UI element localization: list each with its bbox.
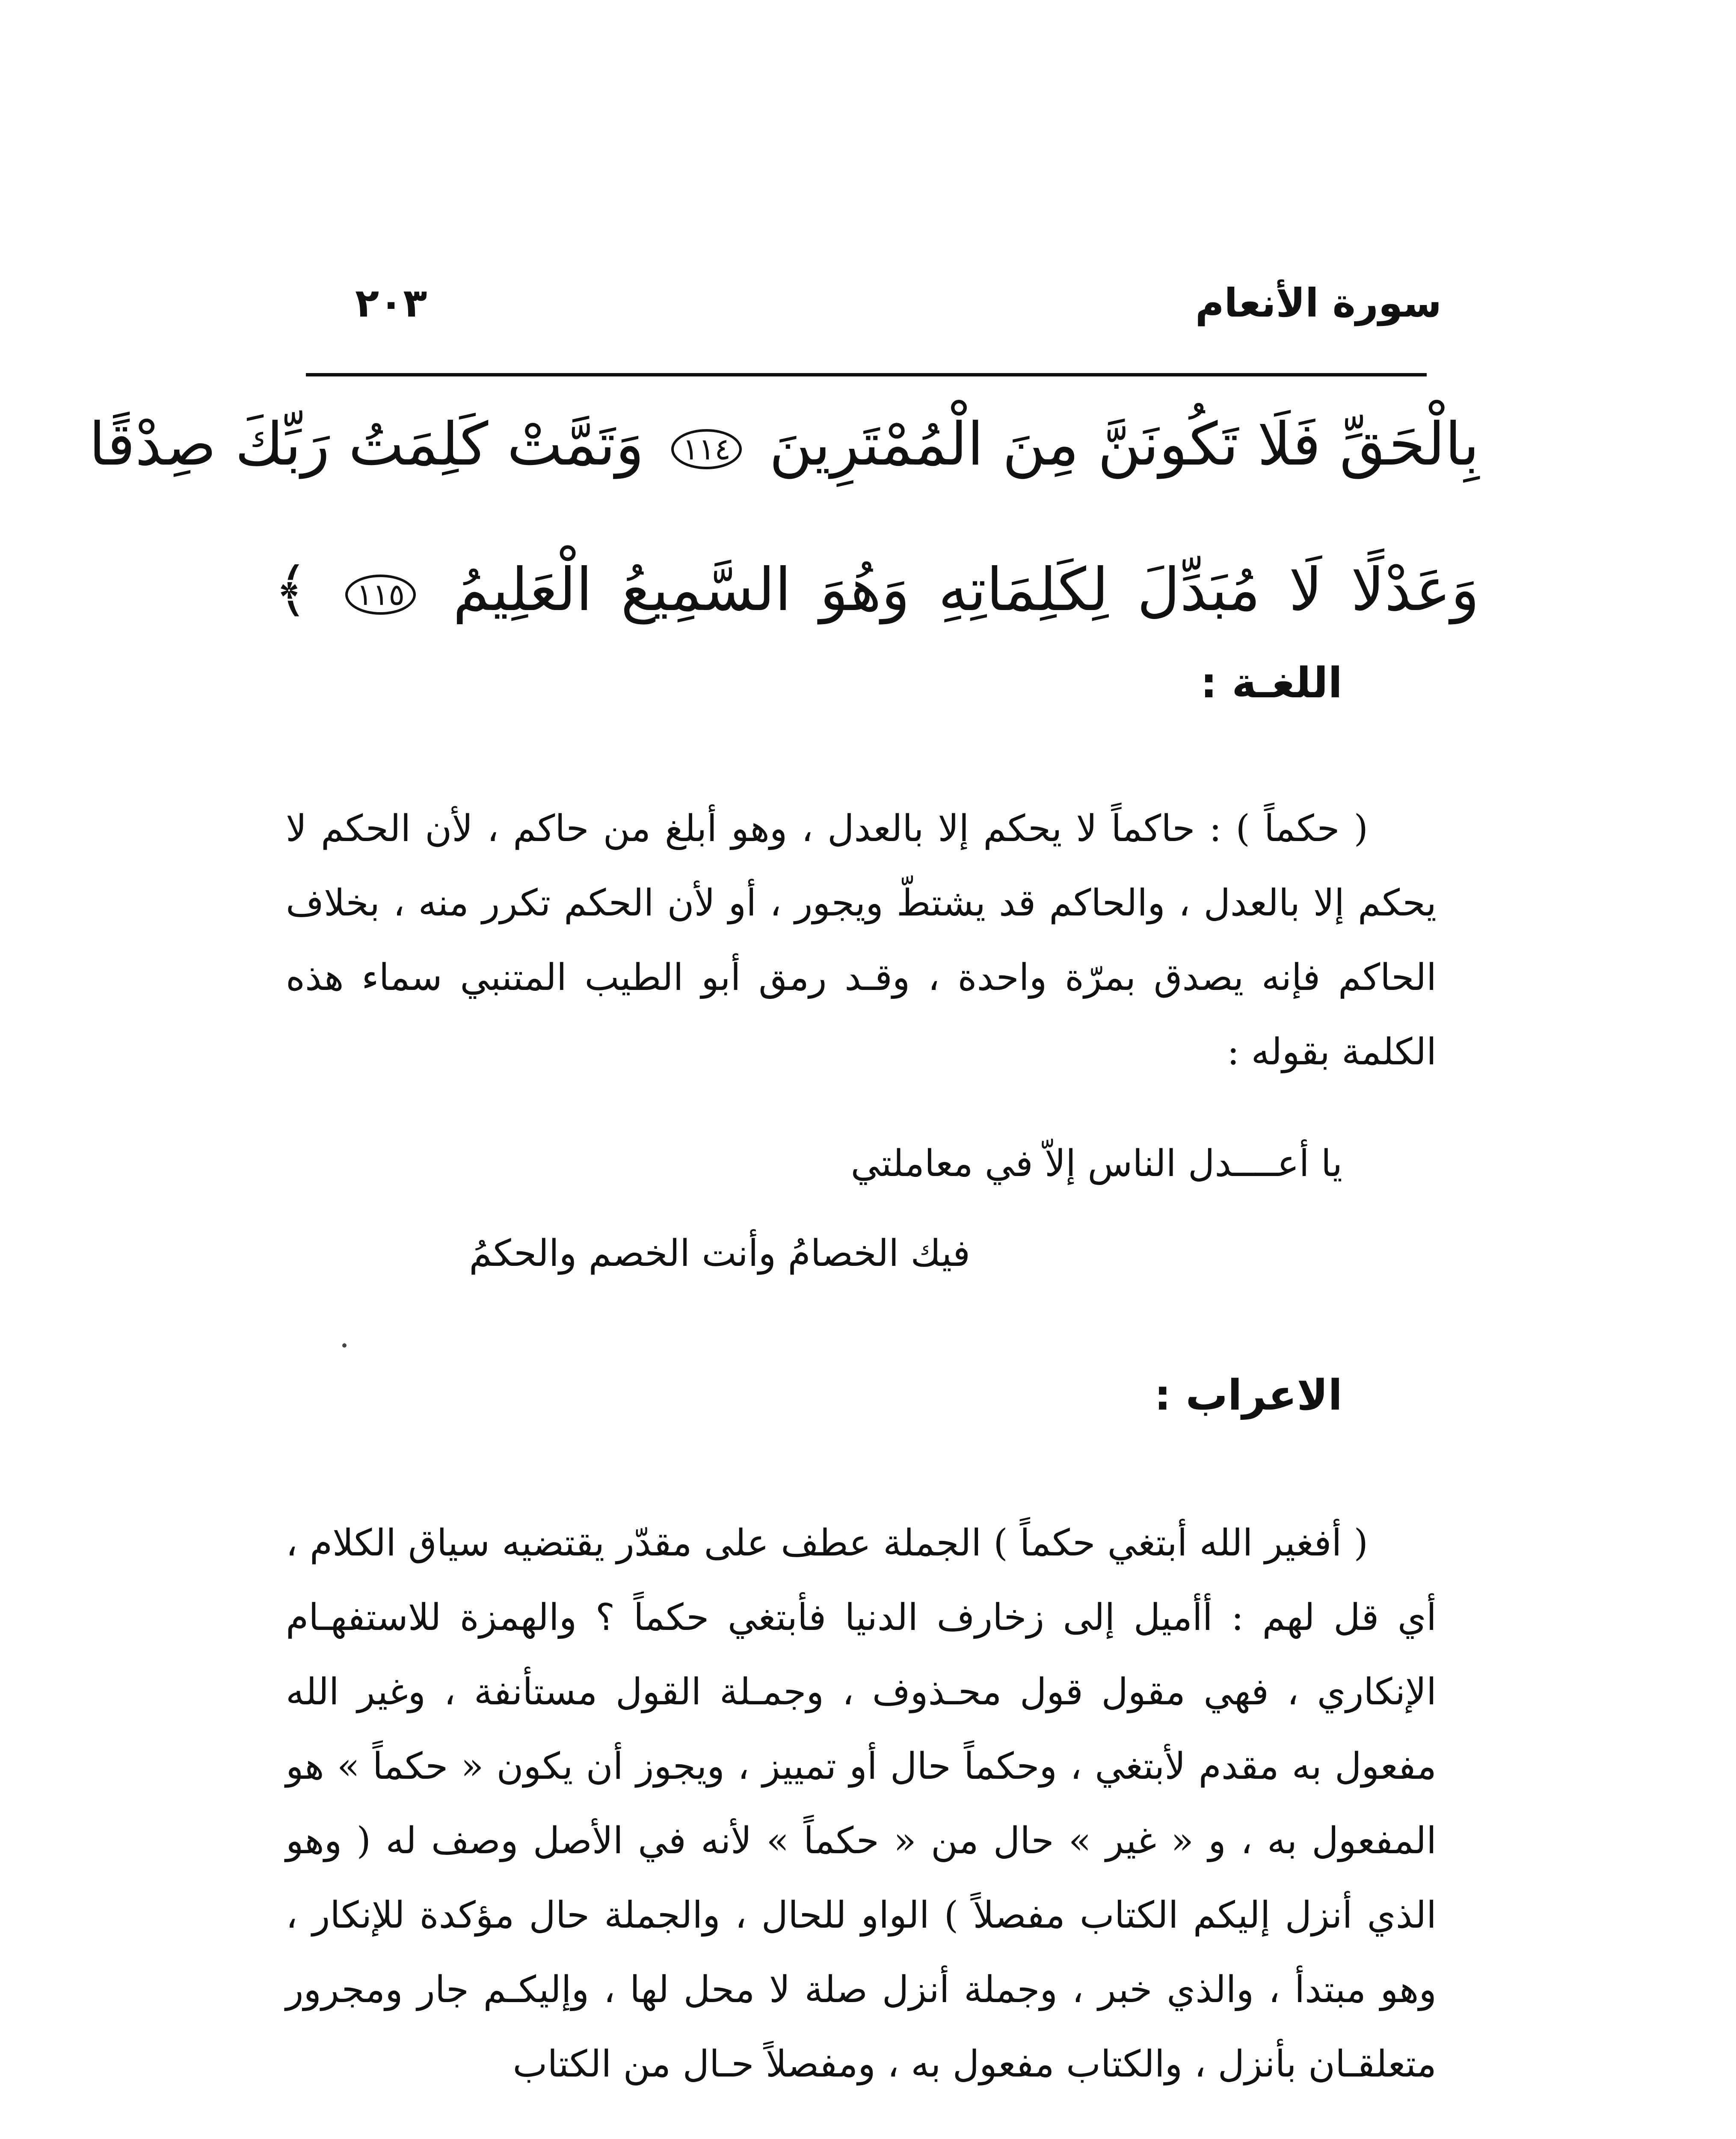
page-header	[308, 280, 1442, 357]
verse-end-bracket: ﴾	[274, 555, 308, 624]
verse-text: وَتَمَّتْ كَلِمَتُ رَبِّكَ صِدْقًا	[89, 410, 644, 479]
verse-number-marker: ١١٤	[671, 429, 742, 469]
lugha-heading: اللغـة :	[1200, 659, 1342, 708]
page-number: ٢٠٣	[355, 280, 427, 326]
poem-hemistich-1: يا أعــــدل الناس إلاّ في معاملتي	[850, 1142, 1342, 1185]
irab-paragraph	[286, 1506, 1437, 2101]
scan-speck	[342, 1343, 347, 1348]
irab-heading: الاعراب :	[1154, 1371, 1342, 1420]
irab-text: ( أفغير الله أبتغي حكماً ) الجملة عطف على مقدّر يقتضيه سياق الكلام ، أي قل لهم : أأميل إلى زخارف الدنيا فأبتغي حكماً ؟ والهمزة للاستفهـام الإنكاري ، فهي مقول قول محـذوف ، وجمـلة القول مستأنفة ، وغير الله مفعول به مقدم لأبتغي ، وحكماً حال أو تمييز ، ويجوز أن يكون « حكماً » هو المفعول به ، و « غير » حال من « حكماً » لأنه في الأصل وصف له ( وهو الذي أنزل إليكم الكتاب مفصلاً ) الواو للحال ، والجملة حال مؤكدة للإنكار ، وهو مبتدأ ، والذي خبر ، وجملة أنزل صلة لا محل لها ، وإليكـم جار ومجرور متعلقـان بأنزل ، والكتاب مفعول به ، ومفصلاً حـال من الكتاب	[286, 1522, 1437, 2086]
lugha-text: ( حكماً ) : حاكماً لا يحكم إلا بالعدل ، وهو أبلغ من حاكم ، لأن الحكم لا يحكم إلا بالعدل ، والحاكم قد يشتطّ ويجور ، أو لأن الحكم تكرر منه ، بخلاف الحاكم فإنه يصدق بمرّة واحدة ، وقـد رمق أبو الطيب المتنبي سماء هذه الكلمة بقوله :	[286, 807, 1437, 1073]
surah-title: سورة الأنعام	[1195, 280, 1442, 326]
header-rule	[306, 373, 1427, 376]
verse-text: وَعَدْلًا لَا مُبَدِّلَ لِكَلِمَاتِهِ وَهُوَ السَّمِيعُ الْعَلِيمُ	[453, 555, 1479, 624]
poem-hemistich-2: فيك الخصامُ وأنت الخصم والحكمُ	[469, 1232, 970, 1275]
lugha-paragraph	[286, 791, 1437, 1089]
quran-verse-line-2	[274, 555, 1479, 624]
quran-verse-line-1	[89, 410, 1479, 479]
verse-text: بِالْحَقِّ فَلَا تَكُونَنَّ مِنَ الْمُمْتَرِينَ	[769, 410, 1479, 479]
verse-number-marker: ١١٥	[345, 575, 416, 615]
